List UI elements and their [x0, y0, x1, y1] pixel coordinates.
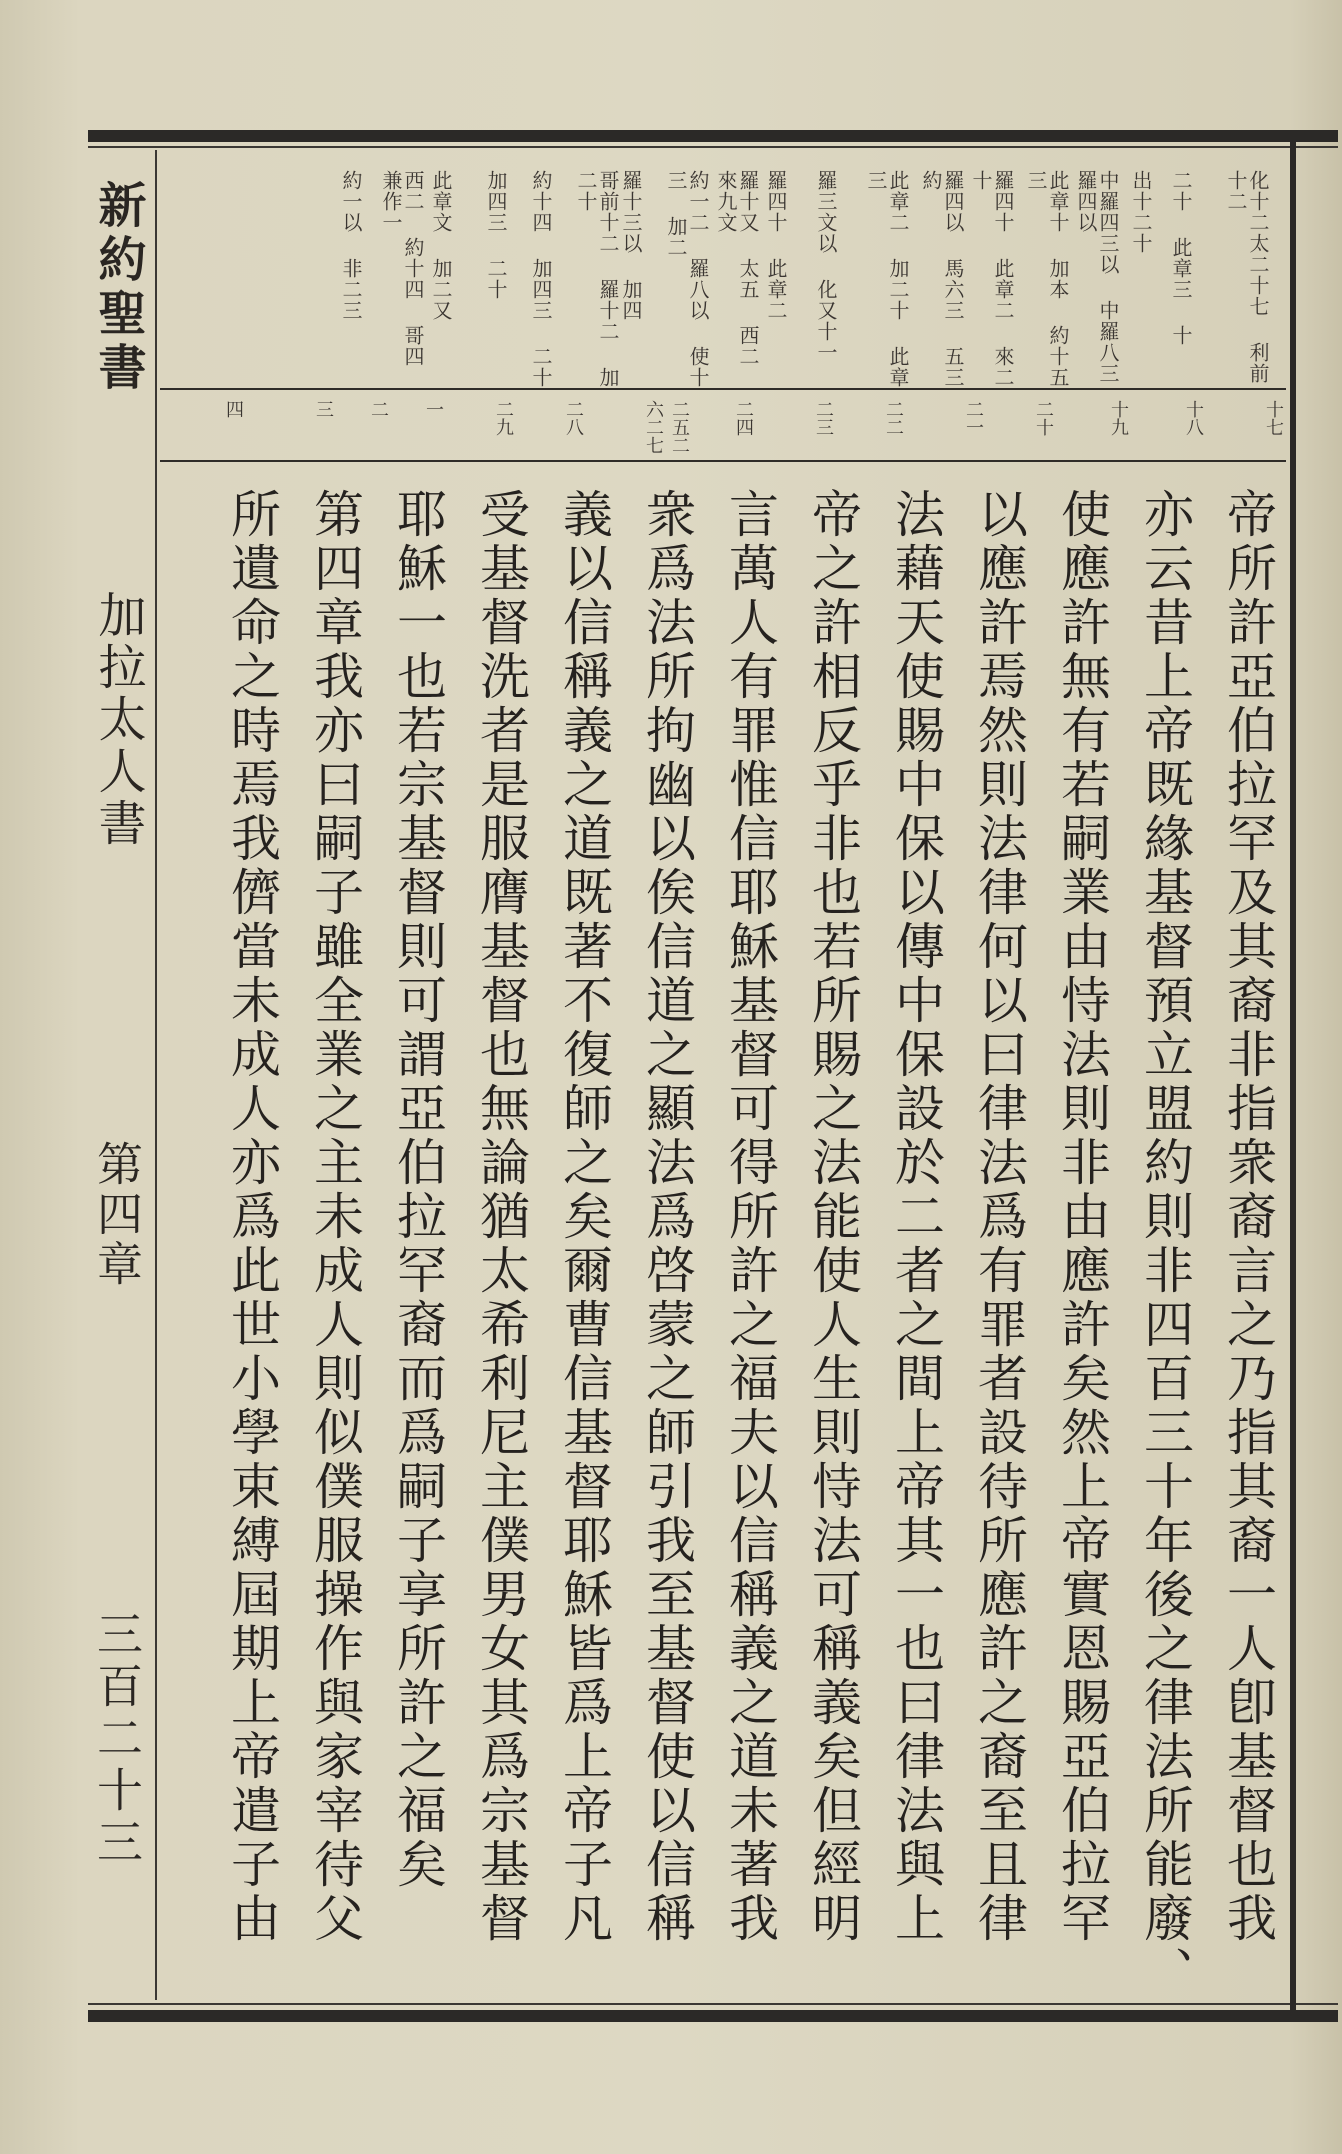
body-line: 耶穌一也若宗基督則可謂亞伯拉罕裔而爲嗣子享所許之福矣 — [389, 488, 447, 1892]
note-column: 羅三文以 化又十一 — [814, 170, 838, 363]
note-column: 中羅四三以 中羅八三 羅四以 — [1074, 170, 1120, 384]
body-line: 帝之許相反乎非也若所賜之法能使人生則恃法可稱義矣但經明 — [804, 488, 862, 1946]
body-line: 衆爲法所拘幽以俟信道之顯法爲啓蒙之師引我至基督使以信稱 — [638, 488, 696, 1946]
body-line: 所遺命之時焉我儕當未成人亦爲此世小學束縛屆期上帝遣子由 — [223, 488, 281, 1946]
note-column: 羅十又 太五 西二 來九文 — [714, 170, 760, 367]
note-column: 西二 約十四 哥四 兼作一 — [379, 170, 425, 367]
body-divider — [160, 460, 1286, 462]
note-column: 出十二十 — [1129, 170, 1153, 254]
book-title: 加拉太人書 — [90, 590, 146, 850]
running-title: 新約聖書 — [90, 180, 146, 396]
right-border — [1290, 130, 1296, 2022]
verse-number: 二 — [368, 400, 389, 418]
verse-number: 二一 — [963, 400, 984, 436]
margin-rule — [155, 150, 157, 2000]
verse-number: 二三 — [813, 400, 834, 436]
verse-number: 十七 — [1263, 400, 1284, 436]
body-line: 帝所許亞伯拉罕及其裔非指衆裔言之乃指其裔一人卽基督也我 — [1219, 488, 1277, 1946]
bottom-border — [88, 2010, 1338, 2022]
note-column: 加四三 二十 — [484, 170, 508, 300]
verse-number: 二八 — [563, 400, 584, 436]
note-column: 羅十三以 加四 — [619, 170, 643, 321]
chapter-label: 第四章 — [90, 1140, 144, 1290]
body-line: 言萬人有罪惟信耶穌基督可得所許之福夫以信稱義之道未著我 — [721, 488, 779, 1946]
note-column: 此章二 加二十 此章三 — [864, 170, 910, 388]
verse-number: 二五二六二七 — [643, 400, 690, 454]
verse-number: 二九 — [493, 400, 514, 436]
note-column: 羅四十 此章二 — [764, 170, 788, 321]
verse-number: 三 — [313, 400, 334, 418]
verse-number: 二二 — [883, 400, 904, 436]
note-column: 此章文 加二又 — [429, 170, 453, 321]
page-number: 三百二十三 — [90, 1610, 144, 1870]
note-column: 羅四以 馬六三 五三 約 — [919, 170, 965, 388]
note-column: 約一二 羅八以 使十三 加二 — [664, 170, 710, 388]
notes-divider — [160, 388, 1286, 390]
top-border — [88, 130, 1338, 142]
note-column: 二十 此章三 十 — [1169, 170, 1193, 346]
note-column: 羅四十 此章二 來二十 — [969, 170, 1015, 388]
body-line: 法藉天使賜中保以傳中保設於二者之間上帝其一也曰律法與上 — [887, 488, 945, 1946]
note-column: 約十四 加四三 二十 — [529, 170, 553, 388]
note-column: 化十二太二十七 利前十二 — [1224, 170, 1270, 384]
cross-reference-notes — [165, 152, 1285, 390]
body-line: 使應許無有若嗣業由恃法則非由應許矣然上帝實恩賜亞伯拉罕 — [1053, 488, 1111, 1946]
verse-number: 一 — [423, 400, 444, 418]
body-line: 義以信稱義之道既著不復師之矣爾曹信基督耶穌皆爲上帝子凡 — [555, 488, 613, 1946]
verse-number: 四 — [223, 400, 244, 418]
verse-number: 十八 — [1183, 400, 1204, 436]
verse-number: 二四 — [733, 400, 754, 436]
verse-number: 十九 — [1108, 400, 1129, 436]
body-line: 亦云昔上帝既緣基督預立盟約則非四百三十年後之律法所能廢、 — [1136, 488, 1194, 2000]
note-column: 此章十 加本 約十五三 — [1024, 170, 1070, 388]
verse-number-row — [160, 392, 1286, 458]
body-line: 受基督洗者是服膺基督也無論猶太希利尼主僕男女其爲宗基督 — [472, 488, 530, 1946]
body-line-chapter-start: 第四章我亦曰嗣子雖全業之主未成人則似僕服操作與家宰待父 — [306, 488, 364, 1946]
body-line: 以應許焉然則法律何以曰律法爲有罪者設待所應許之裔至且律 — [970, 488, 1028, 1946]
verse-number: 二十 — [1033, 400, 1054, 436]
note-column: 約一以 非二三 — [339, 170, 363, 321]
note-column: 哥前十二 羅十二 加二十 — [574, 170, 620, 388]
